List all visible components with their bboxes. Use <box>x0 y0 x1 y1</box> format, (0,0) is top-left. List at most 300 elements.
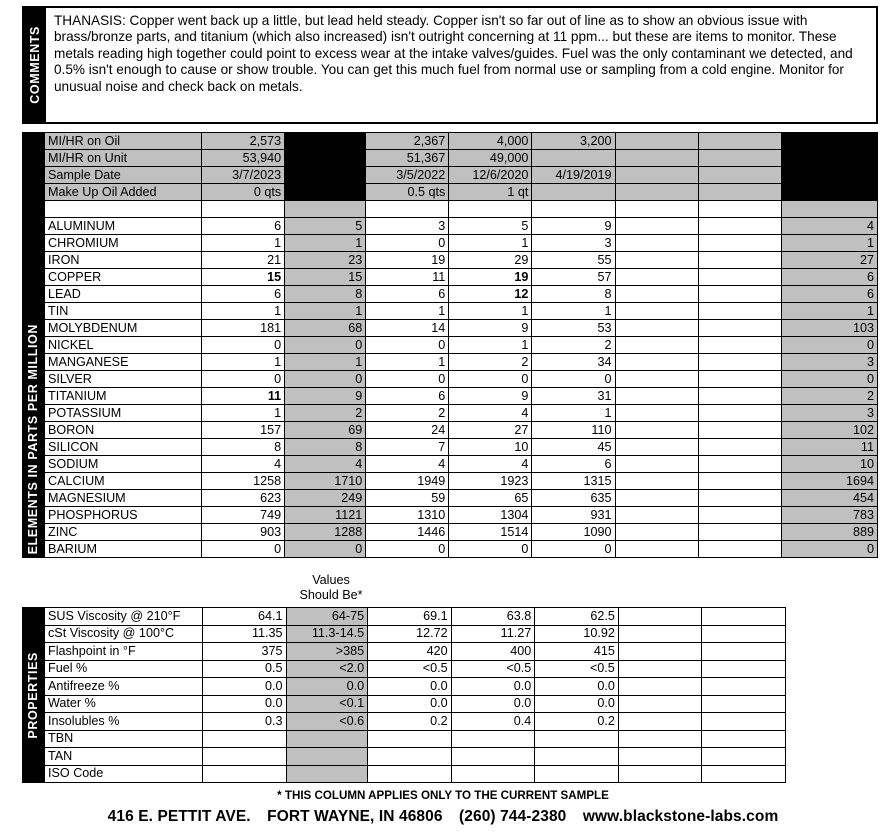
element-history-4 <box>615 388 698 405</box>
element-universal-average: 0 <box>781 337 877 354</box>
info-row-current: 53,940 <box>202 150 285 167</box>
universal-header-line: UNIVERSAL <box>796 152 863 165</box>
element-history-4 <box>615 524 698 541</box>
element-unit-average: 1 <box>285 303 366 320</box>
property-history-4 <box>618 643 702 661</box>
table-row <box>45 643 786 661</box>
element-history-2: 27 <box>449 422 532 439</box>
element-history-5 <box>698 337 781 354</box>
element-unit-average: 0 <box>285 337 366 354</box>
element-universal-average: 889 <box>781 524 877 541</box>
info-row-label: MI/HR on Unit <box>45 150 202 167</box>
info-row-d4 <box>615 150 698 167</box>
table-row <box>45 625 786 643</box>
element-universal-average: 3 <box>781 354 877 371</box>
element-history-3: 31 <box>532 388 615 405</box>
property-history-1 <box>368 730 452 748</box>
property-history-2: 0.0 <box>451 678 535 696</box>
element-current-value: 0 <box>202 337 285 354</box>
spacer-cell <box>449 201 532 218</box>
table-row <box>45 765 786 783</box>
info-row-label: MI/HR on Oil <box>45 133 202 150</box>
element-name: CHROMIUM <box>45 235 202 252</box>
element-current-value: 0 <box>202 541 285 558</box>
property-history-4 <box>618 608 702 626</box>
table-row <box>45 388 878 405</box>
element-history-3: 8 <box>532 286 615 303</box>
element-name: PHOSPHORUS <box>45 507 202 524</box>
element-history-4 <box>615 235 698 252</box>
element-history-2: 65 <box>449 490 532 507</box>
element-name: BARIUM <box>45 541 202 558</box>
unit-location-averages-header <box>285 133 366 201</box>
element-history-3: 9 <box>532 218 615 235</box>
element-name: ZINC <box>45 524 202 541</box>
property-history-5 <box>702 643 786 661</box>
element-universal-average: 1694 <box>781 473 877 490</box>
property-history-1: 420 <box>368 643 452 661</box>
element-history-1: 4 <box>366 456 449 473</box>
table-row <box>45 439 878 456</box>
properties-table <box>44 607 786 783</box>
property-history-3 <box>535 730 619 748</box>
element-history-2: 0 <box>449 541 532 558</box>
element-universal-average: 3 <box>781 405 877 422</box>
property-history-4 <box>618 695 702 713</box>
info-row-d1: 3/5/2022 <box>366 167 449 184</box>
property-history-1: 0.0 <box>368 695 452 713</box>
info-row-d1: 51,367 <box>366 150 449 167</box>
property-should-be: 11.3-14.5 <box>286 625 368 643</box>
element-history-3: 34 <box>532 354 615 371</box>
info-row-d5 <box>698 133 781 150</box>
element-history-5 <box>698 269 781 286</box>
element-history-1: 1949 <box>366 473 449 490</box>
element-universal-average: 0 <box>781 371 877 388</box>
table-row <box>45 337 878 354</box>
property-current-value <box>202 730 286 748</box>
element-history-3: 931 <box>532 507 615 524</box>
element-history-2: 4 <box>449 405 532 422</box>
property-should-be: <0.6 <box>286 713 368 731</box>
property-current-value: 0.0 <box>202 678 286 696</box>
element-unit-average: 4 <box>285 456 366 473</box>
table-row <box>45 320 878 337</box>
element-history-3: 45 <box>532 439 615 456</box>
element-history-3: 1 <box>532 405 615 422</box>
info-row-label: Sample Date <box>45 167 202 184</box>
info-row-d2: 1 qt <box>449 184 532 201</box>
spacer-cell <box>366 201 449 218</box>
info-row-d3: 3,200 <box>532 133 615 150</box>
info-row-d1: 2,367 <box>366 133 449 150</box>
element-history-1: 6 <box>366 286 449 303</box>
element-unit-average: 8 <box>285 286 366 303</box>
element-history-1: 19 <box>366 252 449 269</box>
info-row <box>45 184 878 201</box>
property-history-2 <box>451 748 535 766</box>
element-history-1: 1 <box>366 303 449 320</box>
element-history-4 <box>615 303 698 320</box>
element-name: SILVER <box>45 371 202 388</box>
table-row <box>45 678 786 696</box>
element-history-2: 29 <box>449 252 532 269</box>
info-row <box>45 167 878 184</box>
element-universal-average: 27 <box>781 252 877 269</box>
property-history-5 <box>702 695 786 713</box>
element-universal-average: 4 <box>781 218 877 235</box>
element-history-1: 1310 <box>366 507 449 524</box>
elements-label-text: ELEMENTS IN PARTS PER MILLION <box>26 323 40 554</box>
property-history-2: 0.4 <box>451 713 535 731</box>
element-history-3: 635 <box>532 490 615 507</box>
unit-location-header-line: AVERAGES <box>293 175 357 187</box>
property-should-be <box>286 748 368 766</box>
info-row-current: 3/7/2023 <box>202 167 285 184</box>
element-current-value: 1258 <box>202 473 285 490</box>
element-universal-average: 102 <box>781 422 877 439</box>
element-history-2: 1 <box>449 303 532 320</box>
table-row <box>45 608 786 626</box>
property-name: cSt Viscosity @ 100°C <box>45 625 203 643</box>
element-name: SODIUM <box>45 456 202 473</box>
element-history-4 <box>615 456 698 473</box>
element-history-2: 1304 <box>449 507 532 524</box>
property-history-1: 69.1 <box>368 608 452 626</box>
element-history-5 <box>698 541 781 558</box>
spacer-cell <box>202 201 285 218</box>
element-history-3: 0 <box>532 371 615 388</box>
property-history-3: 10.92 <box>535 625 619 643</box>
element-universal-average: 1 <box>781 235 877 252</box>
element-universal-average: 6 <box>781 286 877 303</box>
property-history-4 <box>618 625 702 643</box>
element-universal-average: 2 <box>781 388 877 405</box>
element-name: POTASSIUM <box>45 405 202 422</box>
property-should-be: <0.1 <box>286 695 368 713</box>
element-universal-average: 10 <box>781 456 877 473</box>
current-sample-note: * THIS COLUMN APPLIES ONLY TO THE CURRENT SAMPLE <box>277 789 609 802</box>
property-should-be <box>286 730 368 748</box>
property-history-2: 0.0 <box>451 695 535 713</box>
table-row <box>45 490 878 507</box>
element-history-5 <box>698 490 781 507</box>
table-row <box>45 269 878 286</box>
table-row <box>45 541 878 558</box>
element-history-1: 0 <box>366 337 449 354</box>
element-history-4 <box>615 473 698 490</box>
element-history-3: 53 <box>532 320 615 337</box>
footer-contact <box>0 808 886 826</box>
property-history-3: 0.0 <box>535 678 619 696</box>
universal-averages-header <box>781 133 877 201</box>
property-name: ISO Code <box>45 765 203 783</box>
property-history-2: <0.5 <box>451 660 535 678</box>
element-history-4 <box>615 422 698 439</box>
property-current-value: 375 <box>202 643 286 661</box>
element-history-5 <box>698 303 781 320</box>
property-current-value <box>202 748 286 766</box>
element-history-1: 0 <box>366 541 449 558</box>
element-current-value: 1 <box>202 303 285 320</box>
info-row <box>45 150 878 167</box>
element-unit-average: 69 <box>285 422 366 439</box>
element-unit-average: 23 <box>285 252 366 269</box>
property-history-2: 11.27 <box>451 625 535 643</box>
property-current-value: 11.35 <box>202 625 286 643</box>
element-history-5 <box>698 473 781 490</box>
element-current-value: 1 <box>202 235 285 252</box>
element-history-5 <box>698 456 781 473</box>
table-row <box>45 235 878 252</box>
info-row-d3: 4/19/2019 <box>532 167 615 184</box>
table-row <box>45 695 786 713</box>
table-row <box>45 422 878 439</box>
property-history-1: 0.0 <box>368 678 452 696</box>
element-unit-average: 1121 <box>285 507 366 524</box>
table-row <box>45 660 786 678</box>
property-current-value: 0.3 <box>202 713 286 731</box>
element-current-value: 6 <box>202 286 285 303</box>
element-unit-average: 1288 <box>285 524 366 541</box>
element-history-3: 2 <box>532 337 615 354</box>
property-name: TBN <box>45 730 203 748</box>
info-row-current: 0 qts <box>202 184 285 201</box>
property-history-3: <0.5 <box>535 660 619 678</box>
property-should-be: <2.0 <box>286 660 368 678</box>
element-history-2: 0 <box>449 371 532 388</box>
spacer-cell <box>45 201 202 218</box>
elements-vertical-label <box>22 132 44 558</box>
property-history-4 <box>618 660 702 678</box>
property-current-value: 64.1 <box>202 608 286 626</box>
universal-header-line: AVERAGES <box>797 167 861 180</box>
element-current-value: 11 <box>202 388 285 405</box>
property-history-3 <box>535 765 619 783</box>
element-history-4 <box>615 405 698 422</box>
element-history-1: 6 <box>366 388 449 405</box>
property-should-be: >385 <box>286 643 368 661</box>
property-history-4 <box>618 678 702 696</box>
property-history-5 <box>702 730 786 748</box>
property-current-value: 0.5 <box>202 660 286 678</box>
table-row <box>45 218 878 235</box>
element-history-3: 55 <box>532 252 615 269</box>
spacer-cell <box>781 201 877 218</box>
info-row-d5 <box>698 167 781 184</box>
element-history-5 <box>698 388 781 405</box>
element-history-3: 1 <box>532 303 615 320</box>
info-row-d2: 12/6/2020 <box>449 167 532 184</box>
element-unit-average: 15 <box>285 269 366 286</box>
property-history-1 <box>368 748 452 766</box>
info-row-d4 <box>615 184 698 201</box>
element-name: CALCIUM <box>45 473 202 490</box>
element-history-1: 7 <box>366 439 449 456</box>
element-history-5 <box>698 507 781 524</box>
element-history-5 <box>698 218 781 235</box>
info-row-d5 <box>698 150 781 167</box>
property-history-4 <box>618 713 702 731</box>
property-history-3: 415 <box>535 643 619 661</box>
element-unit-average: 249 <box>285 490 366 507</box>
property-history-1: 12.72 <box>368 625 452 643</box>
element-name: MAGNESIUM <box>45 490 202 507</box>
element-history-2: 19 <box>449 269 532 286</box>
spacer-cell <box>532 201 615 218</box>
element-history-3: 110 <box>532 422 615 439</box>
elements-table <box>44 132 878 558</box>
element-unit-average: 2 <box>285 405 366 422</box>
element-history-2: 1 <box>449 235 532 252</box>
element-history-5 <box>698 320 781 337</box>
element-history-5 <box>698 524 781 541</box>
element-current-value: 1 <box>202 405 285 422</box>
property-name: SUS Viscosity @ 210°F <box>45 608 203 626</box>
info-row-d5 <box>698 184 781 201</box>
element-history-2: 5 <box>449 218 532 235</box>
values-should-be-line2: Should Be* <box>299 588 363 602</box>
element-history-2: 4 <box>449 456 532 473</box>
element-history-1: 3 <box>366 218 449 235</box>
element-history-1: 11 <box>366 269 449 286</box>
element-name: MANGANESE <box>45 354 202 371</box>
element-history-2: 1 <box>449 337 532 354</box>
property-history-4 <box>618 748 702 766</box>
element-history-2: 1923 <box>449 473 532 490</box>
element-history-4 <box>615 541 698 558</box>
element-universal-average: 783 <box>781 507 877 524</box>
table-row <box>45 405 878 422</box>
spacer-cell <box>285 201 366 218</box>
table-row <box>45 371 878 388</box>
element-history-5 <box>698 235 781 252</box>
element-history-4 <box>615 320 698 337</box>
comments-label-text: COMMENTS <box>28 26 42 104</box>
property-name: TAN <box>45 748 203 766</box>
element-universal-average: 0 <box>781 541 877 558</box>
table-row <box>45 748 786 766</box>
element-current-value: 4 <box>202 456 285 473</box>
element-name: NICKEL <box>45 337 202 354</box>
element-unit-average: 9 <box>285 388 366 405</box>
element-current-value: 903 <box>202 524 285 541</box>
element-history-4 <box>615 507 698 524</box>
element-name: MOLYBDENUM <box>45 320 202 337</box>
property-history-5 <box>702 713 786 731</box>
element-current-value: 15 <box>202 269 285 286</box>
element-history-1: 2 <box>366 405 449 422</box>
element-history-1: 0 <box>366 235 449 252</box>
element-current-value: 8 <box>202 439 285 456</box>
property-history-1: 0.2 <box>368 713 452 731</box>
info-row-d1: 0.5 qts <box>366 184 449 201</box>
footer-city: FORT WAYNE, IN 46806 <box>267 808 443 825</box>
element-unit-average: 8 <box>285 439 366 456</box>
element-unit-average: 1710 <box>285 473 366 490</box>
element-history-1: 1446 <box>366 524 449 541</box>
element-current-value: 1 <box>202 354 285 371</box>
element-name: IRON <box>45 252 202 269</box>
properties-label-text: PROPERTIES <box>26 651 40 739</box>
element-history-1: 59 <box>366 490 449 507</box>
element-history-3: 3 <box>532 235 615 252</box>
element-current-value: 21 <box>202 252 285 269</box>
property-history-2 <box>451 765 535 783</box>
property-name: Antifreeze % <box>45 678 203 696</box>
elements-section <box>22 132 878 558</box>
property-history-3: 0.2 <box>535 713 619 731</box>
spacer-cell <box>698 201 781 218</box>
element-history-3: 57 <box>532 269 615 286</box>
element-unit-average: 1 <box>285 354 366 371</box>
property-name: Insolubles % <box>45 713 203 731</box>
info-row-d3 <box>532 184 615 201</box>
table-row <box>45 354 878 371</box>
property-should-be: 0.0 <box>286 678 368 696</box>
element-history-5 <box>698 422 781 439</box>
info-row-label: Make Up Oil Added <box>45 184 202 201</box>
element-universal-average: 454 <box>781 490 877 507</box>
property-should-be: 64-75 <box>286 608 368 626</box>
properties-section <box>22 607 786 783</box>
info-row-current: 2,573 <box>202 133 285 150</box>
property-history-5 <box>702 660 786 678</box>
element-history-3: 1315 <box>532 473 615 490</box>
property-history-2 <box>451 730 535 748</box>
property-history-5 <box>702 608 786 626</box>
footer-phone: (260) 744-2380 <box>459 808 567 825</box>
element-history-3: 1090 <box>532 524 615 541</box>
property-history-2: 400 <box>451 643 535 661</box>
element-history-4 <box>615 269 698 286</box>
property-history-5 <box>702 678 786 696</box>
element-name: ALUMINUM <box>45 218 202 235</box>
element-name: BORON <box>45 422 202 439</box>
element-current-value: 157 <box>202 422 285 439</box>
element-history-4 <box>615 354 698 371</box>
element-history-5 <box>698 354 781 371</box>
element-name: TIN <box>45 303 202 320</box>
info-row <box>45 133 878 150</box>
property-history-5 <box>702 625 786 643</box>
element-history-3: 0 <box>532 541 615 558</box>
element-history-2: 2 <box>449 354 532 371</box>
comments-vertical-label <box>24 8 46 122</box>
element-history-2: 1514 <box>449 524 532 541</box>
element-name: SILICON <box>45 439 202 456</box>
property-name: Fuel % <box>45 660 203 678</box>
element-name: TITANIUM <box>45 388 202 405</box>
element-current-value: 623 <box>202 490 285 507</box>
property-history-4 <box>618 765 702 783</box>
element-unit-average: 0 <box>285 371 366 388</box>
info-row-d2: 49,000 <box>449 150 532 167</box>
element-current-value: 181 <box>202 320 285 337</box>
element-history-2: 9 <box>449 320 532 337</box>
element-history-1: 24 <box>366 422 449 439</box>
element-history-3: 6 <box>532 456 615 473</box>
element-history-4 <box>615 252 698 269</box>
element-history-4 <box>615 371 698 388</box>
table-row <box>45 286 878 303</box>
info-row-d3 <box>532 150 615 167</box>
property-history-4 <box>618 730 702 748</box>
properties-vertical-label <box>22 607 44 783</box>
property-current-value: 0.0 <box>202 695 286 713</box>
element-history-1: 0 <box>366 371 449 388</box>
element-history-1: 1 <box>366 354 449 371</box>
